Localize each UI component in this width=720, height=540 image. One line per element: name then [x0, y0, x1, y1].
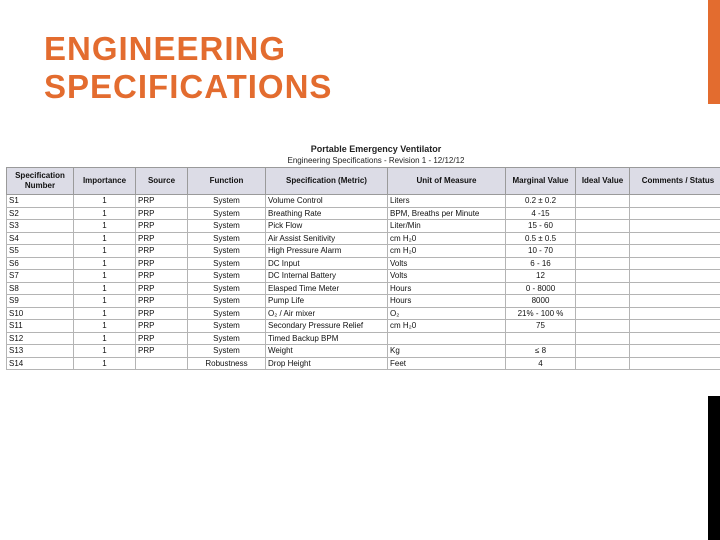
ideal-value-cell — [576, 195, 630, 208]
comments-cell — [630, 332, 720, 345]
source-cell: PRP — [136, 282, 188, 295]
comments-cell — [630, 245, 720, 258]
comments-cell — [630, 232, 720, 245]
comments-cell — [630, 320, 720, 333]
source-cell: PRP — [136, 307, 188, 320]
function-cell: System — [188, 207, 266, 220]
importance-cell: 1 — [74, 320, 136, 333]
marginal-value-cell: 21% - 100 % — [506, 307, 576, 320]
metric-cell: DC Input — [266, 257, 388, 270]
unit-cell: Kg — [388, 345, 506, 358]
comments-cell — [630, 207, 720, 220]
table-row — [7, 282, 720, 295]
unit-cell: Volts — [388, 257, 506, 270]
accent-bar-orange — [708, 0, 720, 104]
importance-cell: 1 — [74, 220, 136, 233]
unit-cell: Liter/Min — [388, 220, 506, 233]
source-cell: PRP — [136, 195, 188, 208]
spec-number-cell: S11 — [7, 320, 74, 333]
source-cell: PRP — [136, 320, 188, 333]
metric-cell: High Pressure Alarm — [266, 245, 388, 258]
importance-cell: 1 — [74, 282, 136, 295]
metric-cell: O₂ / Air mixer — [266, 307, 388, 320]
ideal-value-cell — [576, 320, 630, 333]
unit-cell: Liters — [388, 195, 506, 208]
table-header-row — [7, 168, 720, 195]
comments-cell — [630, 282, 720, 295]
function-cell: System — [188, 320, 266, 333]
table-row — [7, 345, 720, 358]
spec-number-cell: S4 — [7, 232, 74, 245]
importance-cell: 1 — [74, 307, 136, 320]
marginal-value-cell: 0 - 8000 — [506, 282, 576, 295]
importance-cell: 1 — [74, 270, 136, 283]
comments-cell — [630, 220, 720, 233]
marginal-value-cell: ≤ 8 — [506, 345, 576, 358]
function-cell: System — [188, 195, 266, 208]
source-cell: PRP — [136, 245, 188, 258]
metric-cell: Secondary Pressure Relief — [266, 320, 388, 333]
metric-cell: Breathing Rate — [266, 207, 388, 220]
slide-title-line-2: SPECIFICATIONS — [44, 68, 333, 105]
metric-cell: Weight — [266, 345, 388, 358]
marginal-value-cell: 75 — [506, 320, 576, 333]
comments-cell — [630, 257, 720, 270]
column-header: Specification Number — [7, 168, 74, 195]
marginal-value-cell: 10 - 70 — [506, 245, 576, 258]
table-row — [7, 320, 720, 333]
unit-cell — [388, 332, 506, 345]
column-header: Comments / Status — [630, 168, 720, 195]
ideal-value-cell — [576, 282, 630, 295]
table-row — [7, 295, 720, 308]
importance-cell: 1 — [74, 245, 136, 258]
unit-cell: Hours — [388, 282, 506, 295]
spec-number-cell: S14 — [7, 357, 74, 370]
source-cell: PRP — [136, 332, 188, 345]
marginal-value-cell: 15 - 60 — [506, 220, 576, 233]
ideal-value-cell — [576, 220, 630, 233]
marginal-value-cell: 12 — [506, 270, 576, 283]
metric-cell: Pick Flow — [266, 220, 388, 233]
ideal-value-cell — [576, 332, 630, 345]
metric-cell: Timed Backup BPM — [266, 332, 388, 345]
accent-bar-black — [708, 396, 720, 540]
source-cell: PRP — [136, 345, 188, 358]
spec-number-cell: S13 — [7, 345, 74, 358]
source-cell: PRP — [136, 207, 188, 220]
column-header: Ideal Value — [576, 168, 630, 195]
function-cell: System — [188, 282, 266, 295]
comments-cell — [630, 295, 720, 308]
comments-cell — [630, 195, 720, 208]
ideal-value-cell — [576, 257, 630, 270]
importance-cell: 1 — [74, 207, 136, 220]
importance-cell: 1 — [74, 357, 136, 370]
unit-cell: O₂ — [388, 307, 506, 320]
unit-cell: BPM, Breaths per Minute — [388, 207, 506, 220]
importance-cell: 1 — [74, 345, 136, 358]
importance-cell: 1 — [74, 257, 136, 270]
source-cell: PRP — [136, 232, 188, 245]
spec-table-body — [7, 195, 720, 370]
column-header: Specification (Metric) — [266, 168, 388, 195]
spec-number-cell: S10 — [7, 307, 74, 320]
importance-cell: 1 — [74, 195, 136, 208]
marginal-value-cell: 6 - 16 — [506, 257, 576, 270]
function-cell: Robustness — [188, 357, 266, 370]
function-cell: System — [188, 232, 266, 245]
ideal-value-cell — [576, 245, 630, 258]
spec-number-cell: S9 — [7, 295, 74, 308]
table-row — [7, 207, 720, 220]
spec-number-cell: S5 — [7, 245, 74, 258]
importance-cell: 1 — [74, 332, 136, 345]
ideal-value-cell — [576, 232, 630, 245]
spec-number-cell: S12 — [7, 332, 74, 345]
unit-cell: cm H₂0 — [388, 232, 506, 245]
table-row — [7, 257, 720, 270]
spec-number-cell: S6 — [7, 257, 74, 270]
spec-number-cell: S3 — [7, 220, 74, 233]
metric-cell: Air Assist Senitivity — [266, 232, 388, 245]
table-row — [7, 195, 720, 208]
slide-title-line-1: ENGINEERING — [44, 30, 287, 67]
source-cell: PRP — [136, 295, 188, 308]
function-cell: System — [188, 245, 266, 258]
importance-cell: 1 — [74, 295, 136, 308]
marginal-value-cell — [506, 332, 576, 345]
comments-cell — [630, 357, 720, 370]
spec-number-cell: S7 — [7, 270, 74, 283]
source-cell: PRP — [136, 270, 188, 283]
metric-cell: Drop Height — [266, 357, 388, 370]
sheet-subtitle: Engineering Specifications - Revision 1 - 12/12/12 — [287, 156, 465, 165]
marginal-value-cell: 4 — [506, 357, 576, 370]
column-header: Importance — [74, 168, 136, 195]
column-header: Source — [136, 168, 188, 195]
comments-cell — [630, 270, 720, 283]
marginal-value-cell: 0.5 ± 0.5 — [506, 232, 576, 245]
source-cell: PRP — [136, 220, 188, 233]
source-cell — [136, 357, 188, 370]
ideal-value-cell — [576, 345, 630, 358]
function-cell: System — [188, 295, 266, 308]
spec-number-cell: S8 — [7, 282, 74, 295]
table-row — [7, 307, 720, 320]
column-header: Unit of Measure — [388, 168, 506, 195]
spec-number-cell: S1 — [7, 195, 74, 208]
function-cell: System — [188, 257, 266, 270]
table-row — [7, 357, 720, 370]
metric-cell: DC Internal Battery — [266, 270, 388, 283]
ideal-value-cell — [576, 295, 630, 308]
table-row — [7, 220, 720, 233]
marginal-value-cell: 0.2 ± 0.2 — [506, 195, 576, 208]
sheet-title: Portable Emergency Ventilator — [310, 144, 442, 154]
metric-cell: Elasped Time Meter — [266, 282, 388, 295]
comments-cell — [630, 345, 720, 358]
function-cell: System — [188, 332, 266, 345]
metric-cell: Volume Control — [266, 195, 388, 208]
function-cell: System — [188, 270, 266, 283]
table-row — [7, 332, 720, 345]
spec-table — [6, 167, 720, 370]
metric-cell: Pump Life — [266, 295, 388, 308]
table-row — [7, 245, 720, 258]
function-cell: System — [188, 345, 266, 358]
slide-title — [44, 30, 332, 106]
marginal-value-cell: 4 -15 — [506, 207, 576, 220]
ideal-value-cell — [576, 307, 630, 320]
table-row — [7, 232, 720, 245]
marginal-value-cell: 8000 — [506, 295, 576, 308]
unit-cell: Hours — [388, 295, 506, 308]
unit-cell: cm H₂0 — [388, 320, 506, 333]
ideal-value-cell — [576, 207, 630, 220]
spec-sheet — [6, 144, 715, 370]
function-cell: System — [188, 220, 266, 233]
table-row — [7, 270, 720, 283]
source-cell: PRP — [136, 257, 188, 270]
unit-cell: cm H₂0 — [388, 245, 506, 258]
importance-cell: 1 — [74, 232, 136, 245]
column-header: Marginal Value — [506, 168, 576, 195]
unit-cell: Volts — [388, 270, 506, 283]
spec-number-cell: S2 — [7, 207, 74, 220]
ideal-value-cell — [576, 357, 630, 370]
column-header: Function — [188, 168, 266, 195]
comments-cell — [630, 307, 720, 320]
unit-cell: Feet — [388, 357, 506, 370]
ideal-value-cell — [576, 270, 630, 283]
function-cell: System — [188, 307, 266, 320]
